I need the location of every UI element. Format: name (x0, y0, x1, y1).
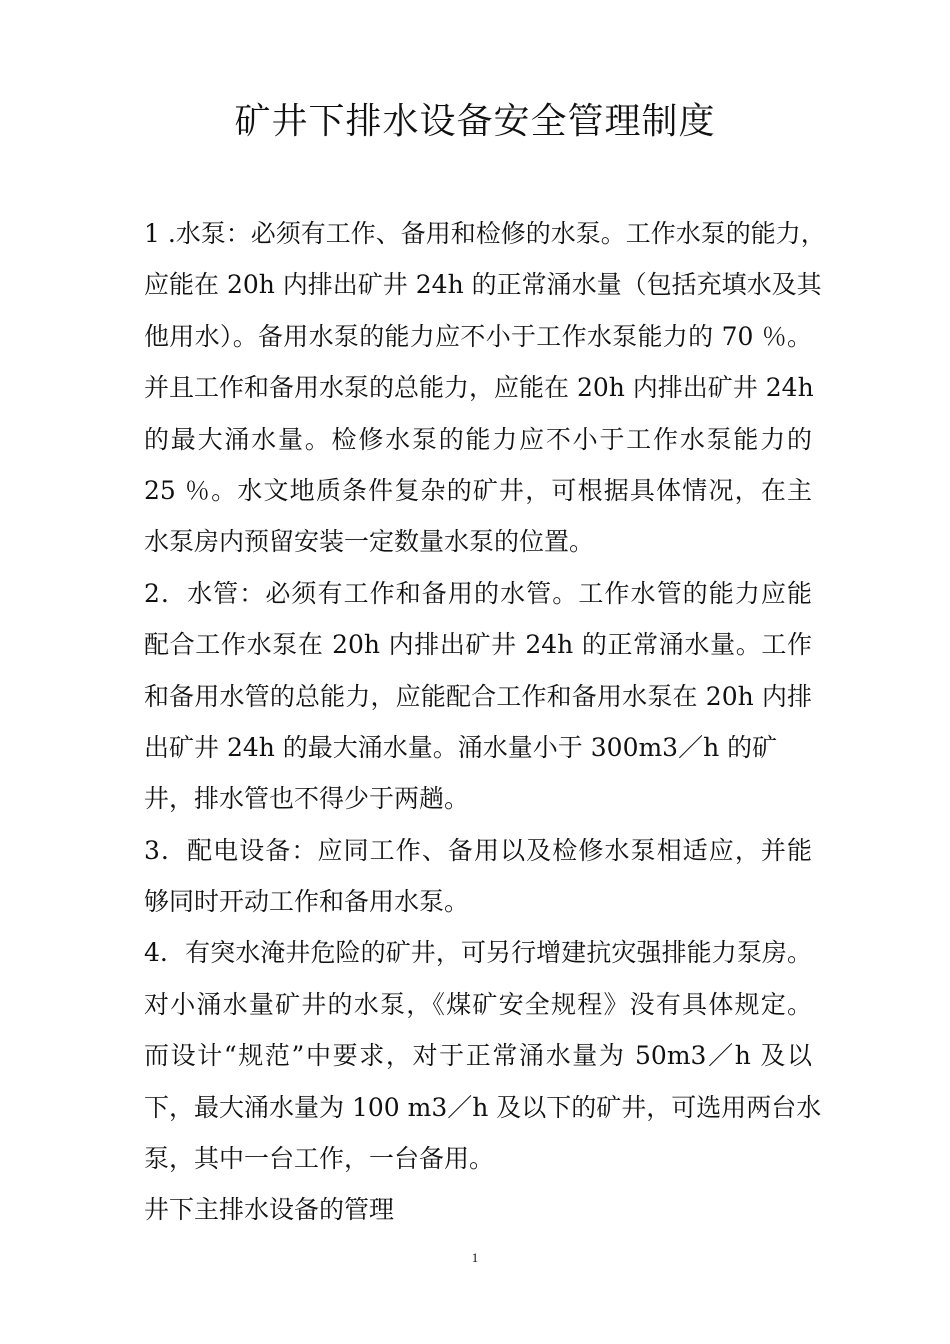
body-line-7: 水泵房内预留安装一定数量水泵的位置。 (144, 527, 595, 557)
body-line-3: 他用水）。备用水泵的能力应不小于工作水泵能力的 70 ％。 (144, 321, 812, 351)
document-body (144, 208, 826, 1236)
body-line-20: 井下主排水设备的管理 (144, 1195, 395, 1225)
body-line-11: 出矿井 24h 的最大涌水量。涌水量小于 300m3／h 的矿 (144, 732, 778, 762)
document-title: 矿井下排水设备安全管理制度 (234, 101, 716, 142)
body-line-6: 25 ％。水文地质条件复杂的矿井，可根据具体情况，在主 (144, 475, 812, 505)
page-number: 1 (471, 1250, 479, 1265)
body-line-1: 1 .水泵：必须有工作、备用和检修的水泵。工作水泵的能力， (144, 219, 826, 248)
body-line-16: 对小涌水量矿井的水泵，《煤矿安全规程》没有具体规定。 (144, 989, 812, 1019)
body-line-14: 够同时开动工作和备用水泵。 (144, 887, 470, 917)
body-line-10: 和备用水管的总能力，应能配合工作和备用水泵在 20h 内排 (144, 681, 812, 711)
body-line-19: 泵，其中一台工作，一台备用。 (144, 1144, 495, 1174)
body-line-13: 3．配电设备：应同工作、备用以及检修水泵相适应，并能 (144, 835, 812, 865)
body-line-5: 的最大涌水量。检修水泵的能力应不小于工作水泵能力的 (144, 424, 812, 454)
body-line-18: 下，最大涌水量为 100 m3／h 及以下的矿井，可选用两台水 (144, 1092, 822, 1122)
body-line-2: 应能在 20h 内排出矿井 24h 的正常涌水量（包括充填水及其 (144, 270, 822, 300)
body-line-15: 4．有突水淹井危险的矿井，可另行增建抗灾强排能力泵房。 (144, 938, 812, 968)
body-line-4: 并且工作和备用水泵的总能力，应能在 20h 内排出矿井 24h (144, 373, 814, 403)
body-line-9: 配合工作水泵在 20h 内排出矿井 24h 的正常涌水量。工作 (144, 630, 812, 660)
body-line-12: 井，排水管也不得少于两趟。 (144, 784, 470, 814)
body-line-8: 2．水管：必须有工作和备用的水管。工作水管的能力应能 (144, 578, 812, 608)
body-line-17: 而设计“规范”中要求，对于正常涌水量为 50m3／h 及以 (144, 1041, 812, 1071)
